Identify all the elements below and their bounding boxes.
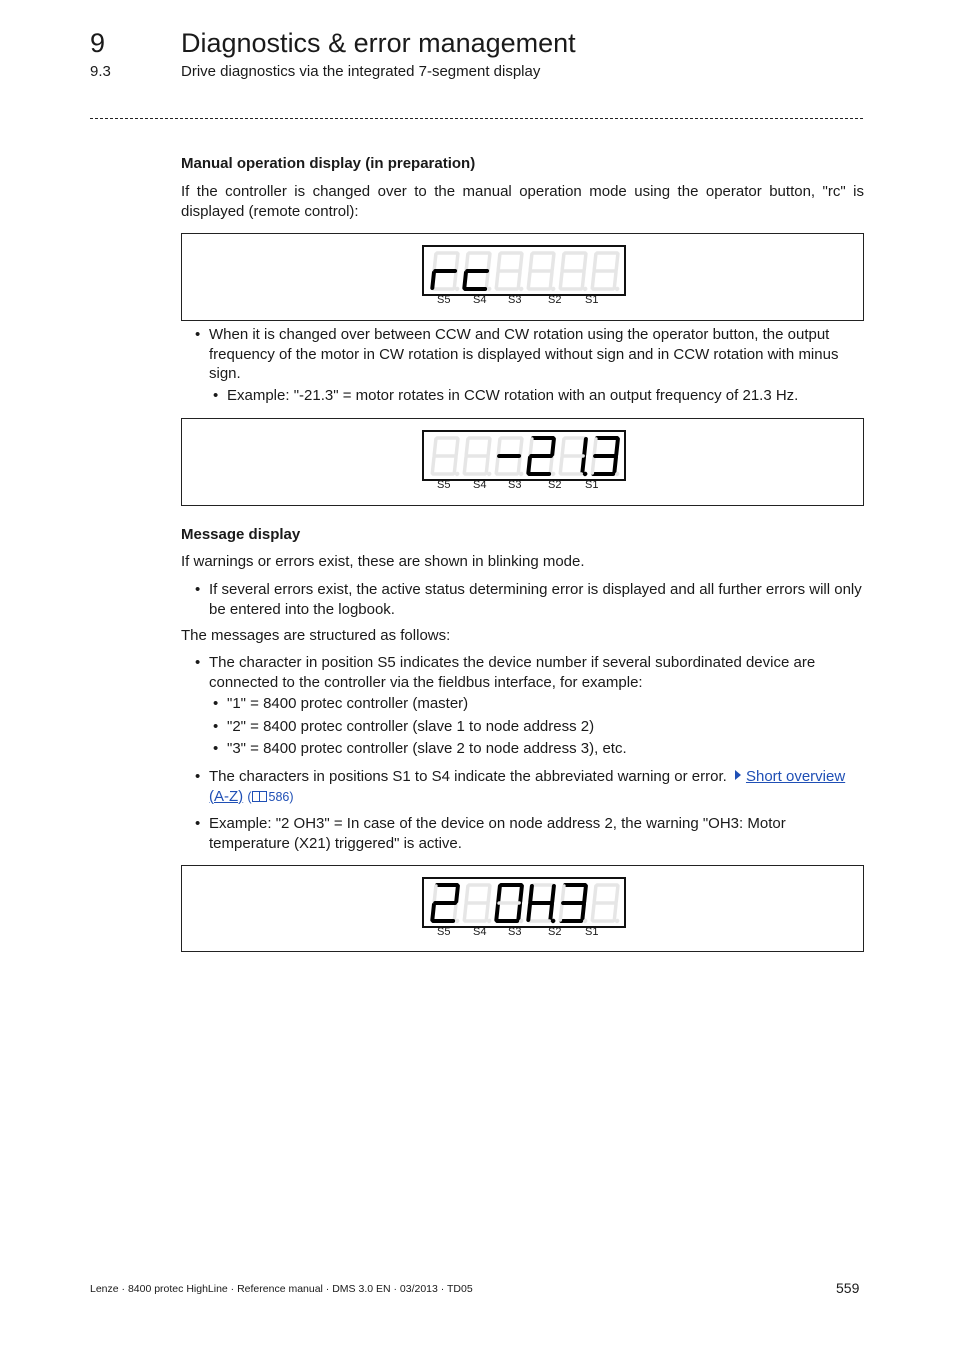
segment-b bbox=[456, 254, 458, 270]
s5-example-slave1: "2" = 8400 protec controller (slave 1 to node address 2) bbox=[227, 717, 595, 735]
segment-position-labels bbox=[422, 479, 626, 493]
digit-cell bbox=[432, 253, 463, 291]
page-reference-number: 586 bbox=[268, 789, 290, 804]
segment-c bbox=[486, 272, 488, 288]
segment-b bbox=[552, 439, 554, 455]
digit-cell bbox=[592, 885, 623, 923]
segment-e bbox=[432, 457, 434, 473]
segment-c bbox=[518, 457, 520, 473]
segment-e bbox=[560, 904, 562, 920]
structure-intro: The messages are structured as follows: bbox=[181, 627, 451, 644]
segment-position-labels bbox=[422, 294, 626, 308]
manual-operation-intro: If the controller is changed over to the manual operation mode using the operator button, "rc" is displayed (remote control): bbox=[181, 183, 864, 220]
segment-c bbox=[486, 904, 488, 920]
rotation-example-text: Example: "-21.3" = motor rotates in CCW rotation with an output frequency of 21.3 Hz. bbox=[227, 386, 799, 404]
segment-c bbox=[454, 457, 456, 473]
section-number: 9.3 bbox=[90, 63, 111, 80]
segment-b bbox=[520, 439, 522, 455]
segment-b bbox=[616, 886, 618, 902]
seven-segment-display-2-oh3 bbox=[422, 877, 626, 928]
book-icon bbox=[252, 791, 267, 802]
segment-f bbox=[466, 254, 468, 270]
segment-e bbox=[496, 457, 498, 473]
structure-bullets bbox=[181, 653, 864, 762]
arrow-right-icon bbox=[735, 770, 741, 780]
segment-e bbox=[592, 457, 594, 473]
segment-e bbox=[592, 272, 594, 288]
segment-c bbox=[582, 272, 584, 288]
segment-b bbox=[520, 886, 522, 902]
rotation-bullet-text: When it is changed over between CCW and CW rotation using the operator button, the output frequency of the motor in CW rotation is displayed without sign and in CCW rotation with minus sign. bbox=[209, 326, 839, 382]
segment-e bbox=[464, 904, 466, 920]
digit-cell bbox=[528, 885, 559, 923]
segment-c bbox=[550, 457, 552, 473]
list-item bbox=[181, 653, 864, 692]
segment-b bbox=[488, 886, 490, 902]
example-bullet-text: Example: "2 OH3" = In case of the device on node address 2, the warning "OH3: Motor temperature (X21) triggered" is active. bbox=[209, 815, 786, 852]
short-overview-link[interactable]: Short overview (A-Z) bbox=[209, 768, 846, 805]
segment-label-s1: S1 bbox=[585, 294, 599, 306]
segment-c bbox=[486, 457, 488, 473]
segment-label-s3: S3 bbox=[508, 926, 522, 938]
segment-b bbox=[552, 254, 554, 270]
display-figure-rc bbox=[181, 233, 864, 321]
digit-cell bbox=[432, 438, 463, 476]
digit-cell bbox=[560, 885, 591, 923]
segment-e bbox=[432, 272, 434, 288]
chapter-number: 9 bbox=[90, 28, 106, 58]
seven-segment-svg bbox=[424, 432, 624, 479]
list-item bbox=[181, 717, 864, 737]
footer-document-info: Lenze · 8400 protec HighLine · Reference manual · DMS 3.0 EN · 03/2013 · TD05 bbox=[90, 1283, 473, 1295]
digit-cell bbox=[464, 438, 495, 476]
segment-e bbox=[592, 904, 594, 920]
segment-e bbox=[496, 904, 498, 920]
segment-label-s2: S2 bbox=[548, 294, 562, 306]
segment-b bbox=[488, 254, 490, 270]
segment-c bbox=[518, 272, 520, 288]
segment-c bbox=[454, 272, 456, 288]
errors-bullet-text: If several errors exist, the active status determining error is displayed and all further errors will only be entered into the logbook. bbox=[209, 581, 862, 618]
errors-bullet bbox=[181, 580, 864, 619]
digit-cell bbox=[560, 438, 591, 476]
segment-f bbox=[530, 439, 532, 455]
digit-cell bbox=[592, 438, 623, 476]
segment-f bbox=[530, 254, 532, 270]
segment-b bbox=[552, 886, 554, 902]
segment-label-s5: S5 bbox=[437, 479, 451, 491]
digit-cell bbox=[464, 253, 495, 291]
segment-c bbox=[454, 904, 456, 920]
s5-bullet-text: The character in position S5 indicates the device number if several subordinated device are connected to the controller via the fieldbus interface, for example: bbox=[209, 654, 816, 691]
segment-b bbox=[456, 439, 458, 455]
digit-cell bbox=[496, 438, 527, 476]
segment-f bbox=[434, 439, 436, 455]
segment-f bbox=[562, 254, 564, 270]
manual-operation-heading: Manual operation display (in preparation) bbox=[181, 155, 476, 172]
segment-b bbox=[616, 254, 618, 270]
segment-f bbox=[562, 886, 564, 902]
segment-label-s5: S5 bbox=[437, 294, 451, 306]
segment-label-s5: S5 bbox=[437, 926, 451, 938]
message-display-heading: Message display bbox=[181, 526, 301, 543]
segment-f bbox=[498, 439, 500, 455]
segment-e bbox=[496, 272, 498, 288]
seven-segment-display-rc bbox=[422, 245, 626, 296]
segment-c bbox=[614, 457, 616, 473]
segment-b bbox=[456, 886, 458, 902]
segment-e bbox=[528, 457, 530, 473]
page-number: 559 bbox=[836, 1280, 860, 1296]
segment-e bbox=[560, 457, 562, 473]
segment-c bbox=[614, 904, 616, 920]
list-item bbox=[181, 814, 864, 853]
segment-e bbox=[560, 272, 562, 288]
display-figure-2-oh3 bbox=[181, 865, 864, 952]
segment-b bbox=[488, 439, 490, 455]
segment-label-s3: S3 bbox=[508, 294, 522, 306]
segment-f bbox=[562, 439, 564, 455]
segment-b bbox=[584, 254, 586, 270]
segment-label-s4: S4 bbox=[473, 294, 487, 306]
digit-cell bbox=[496, 253, 527, 291]
segment-f bbox=[434, 886, 436, 902]
segment-e bbox=[528, 272, 530, 288]
digit-cell bbox=[528, 438, 559, 476]
segment-f bbox=[466, 439, 468, 455]
digit-cell bbox=[496, 885, 527, 923]
seven-segment-display-minus-21-3 bbox=[422, 430, 626, 481]
seven-segment-svg bbox=[424, 247, 624, 294]
digit-cell bbox=[592, 253, 623, 291]
s5-example-master: "1" = 8400 protec controller (master) bbox=[227, 695, 469, 712]
example-bullet bbox=[181, 814, 864, 853]
s1-s4-bullet bbox=[181, 767, 864, 807]
segment-e bbox=[432, 904, 434, 920]
segment-f bbox=[594, 254, 596, 270]
segment-f bbox=[498, 886, 500, 902]
segment-f bbox=[530, 886, 532, 902]
segment-c bbox=[550, 272, 552, 288]
segment-label-s3: S3 bbox=[508, 479, 522, 491]
segment-f bbox=[434, 254, 436, 270]
list-item bbox=[181, 694, 864, 714]
digit-cell bbox=[464, 885, 495, 923]
list-item bbox=[181, 767, 864, 807]
segment-label-s2: S2 bbox=[548, 926, 562, 938]
segment-label-s1: S1 bbox=[585, 479, 599, 491]
list-item bbox=[181, 739, 864, 759]
segment-e bbox=[464, 272, 466, 288]
segment-c bbox=[582, 457, 584, 473]
chapter-title: Diagnostics & error management bbox=[181, 28, 576, 58]
segment-label-s1: S1 bbox=[585, 926, 599, 938]
segment-b bbox=[584, 439, 586, 455]
seven-segment-svg bbox=[424, 879, 624, 926]
segment-label-s4: S4 bbox=[473, 479, 487, 491]
list-item bbox=[181, 325, 864, 384]
s5-example-slave2: "3" = 8400 protec controller (slave 2 to node address 3), etc. bbox=[227, 740, 627, 757]
segment-f bbox=[466, 886, 468, 902]
segment-label-s4: S4 bbox=[473, 926, 487, 938]
message-display-intro: If warnings or errors exist, these are shown in blinking mode. bbox=[181, 553, 585, 570]
segment-c bbox=[614, 272, 616, 288]
segment-label-s2: S2 bbox=[548, 479, 562, 491]
segment-f bbox=[594, 439, 596, 455]
segment-c bbox=[518, 904, 520, 920]
segment-c bbox=[550, 904, 552, 920]
segment-c bbox=[582, 904, 584, 920]
list-item bbox=[181, 386, 864, 406]
page-reference[interactable]: ( 586) bbox=[247, 789, 294, 804]
digit-cell bbox=[432, 885, 463, 923]
segment-b bbox=[584, 886, 586, 902]
display-figure-minus-21-3 bbox=[181, 418, 864, 506]
list-item bbox=[181, 580, 864, 619]
segment-e bbox=[528, 904, 530, 920]
segment-f bbox=[594, 886, 596, 902]
rotation-bullets bbox=[181, 325, 864, 408]
digit-cell bbox=[560, 253, 591, 291]
header-divider bbox=[90, 118, 863, 119]
segment-b bbox=[616, 439, 618, 455]
segment-f bbox=[498, 254, 500, 270]
section-title: Drive diagnostics via the integrated 7-segment display bbox=[181, 63, 541, 80]
digit-cell bbox=[528, 253, 559, 291]
s1-s4-bullet-text: The characters in positions S1 to S4 indicate the abbreviated warning or error. bbox=[209, 768, 727, 785]
segment-position-labels bbox=[422, 926, 626, 940]
segment-b bbox=[520, 254, 522, 270]
segment-e bbox=[464, 457, 466, 473]
